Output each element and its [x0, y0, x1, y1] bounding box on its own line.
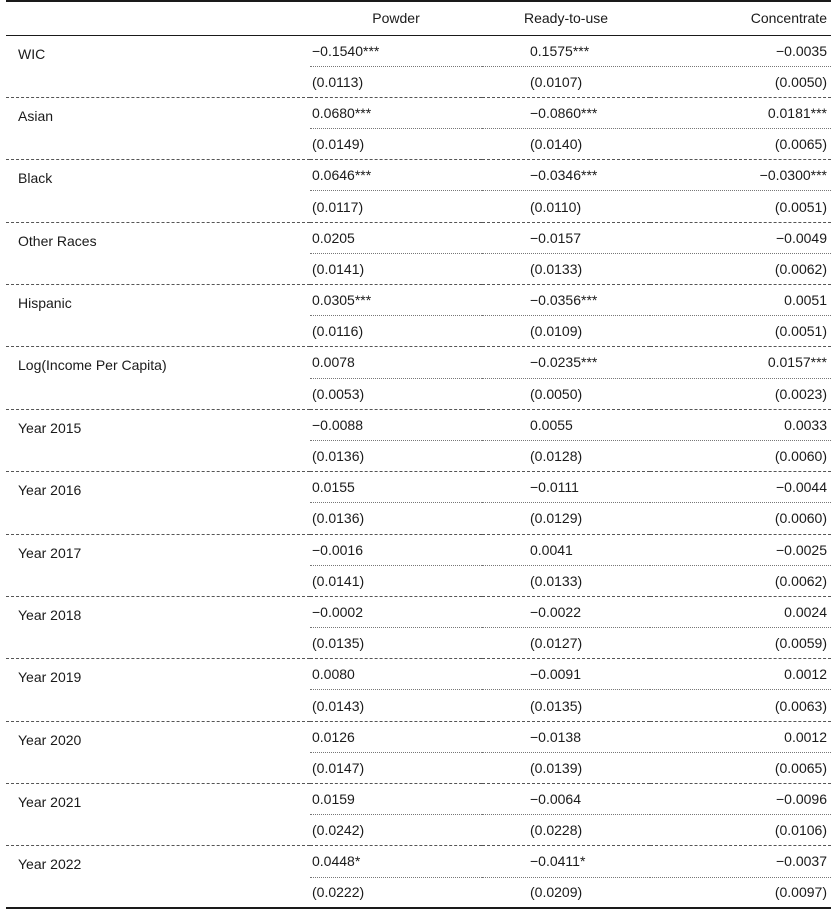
- standard-error-cell: [482, 66, 650, 97]
- standard-error-value: (0.0228): [530, 822, 583, 839]
- standard-error-cell: [310, 378, 482, 409]
- coefficient-row: [6, 721, 831, 752]
- standard-error-cell: [310, 253, 482, 284]
- coefficient-row: [6, 596, 831, 627]
- coefficient-value: −0.0091: [530, 666, 581, 683]
- standard-error-value: (0.0023): [774, 385, 827, 402]
- standard-error-cell: [650, 565, 831, 596]
- standard-error-value: (0.0106): [774, 822, 827, 839]
- coefficient-value: 0.0646***: [312, 167, 372, 184]
- coefficient-cell: [650, 721, 831, 752]
- standard-error-cell: [482, 815, 650, 846]
- variable-label: Log(Income Per Capita): [6, 347, 310, 409]
- standard-error-value: (0.0136): [312, 510, 365, 527]
- coefficient-cell: [482, 222, 650, 253]
- coefficient-value: 0.0033: [784, 416, 827, 433]
- coefficient-value: 0.0159: [312, 791, 355, 808]
- coefficient-row: [6, 347, 831, 378]
- standard-error-cell: [482, 129, 650, 160]
- coefficient-row: [6, 35, 831, 66]
- variable-label: Other Races: [6, 222, 310, 284]
- coefficient-row: [6, 472, 831, 503]
- coefficient-value: −0.1540***: [312, 42, 380, 59]
- coefficient-value: −0.0157: [530, 229, 581, 246]
- standard-error-cell: [482, 877, 650, 908]
- standard-error-cell: [310, 66, 482, 97]
- standard-error-value: (0.0139): [530, 759, 583, 776]
- standard-error-value: (0.0065): [774, 759, 827, 776]
- coefficient-cell: [310, 409, 482, 440]
- standard-error-cell: [482, 378, 650, 409]
- standard-error-value: (0.0117): [312, 198, 364, 215]
- coefficient-cell: [310, 659, 482, 690]
- standard-error-value: (0.0062): [774, 572, 827, 589]
- coefficient-cell: [650, 160, 831, 191]
- variable-label: Hispanic: [6, 285, 310, 347]
- standard-error-value: (0.0209): [530, 884, 583, 901]
- coefficient-value: 0.0012: [784, 728, 827, 745]
- coefficient-value: −0.0022: [530, 603, 581, 620]
- standard-error-cell: [482, 628, 650, 659]
- coefficient-value: 0.0012: [784, 666, 827, 683]
- standard-error-value: (0.0127): [530, 635, 583, 652]
- standard-error-value: (0.0141): [312, 572, 365, 589]
- standard-error-value: (0.0242): [312, 822, 365, 839]
- standard-error-value: (0.0097): [774, 884, 827, 901]
- regression-table: [6, 0, 831, 909]
- variable-label: Asian: [6, 97, 310, 159]
- coefficient-value: 0.0041: [530, 541, 573, 558]
- standard-error-cell: [310, 877, 482, 908]
- coefficient-value: −0.0300***: [759, 167, 827, 184]
- coefficient-value: 0.1575***: [530, 42, 590, 59]
- standard-error-cell: [650, 440, 831, 471]
- standard-error-cell: [310, 815, 482, 846]
- coefficient-cell: [310, 846, 482, 877]
- standard-error-cell: [482, 316, 650, 347]
- standard-error-value: (0.0147): [312, 759, 365, 776]
- standard-error-cell: [650, 690, 831, 721]
- coefficient-cell: [310, 534, 482, 565]
- standard-error-cell: [650, 129, 831, 160]
- coefficient-value: −0.0044: [776, 479, 827, 496]
- standard-error-cell: [650, 877, 831, 908]
- coefficient-value: 0.0051: [784, 292, 827, 309]
- coefficient-value: 0.0024: [784, 603, 827, 620]
- coefficient-value: 0.0078: [312, 354, 355, 371]
- standard-error-value: (0.0107): [530, 73, 583, 90]
- standard-error-cell: [650, 752, 831, 783]
- coefficient-row: [6, 534, 831, 565]
- coefficient-row: [6, 659, 831, 690]
- coefficient-cell: [310, 347, 482, 378]
- standard-error-value: (0.0141): [312, 260, 365, 277]
- standard-error-cell: [482, 752, 650, 783]
- variable-label: Year 2022: [6, 846, 310, 908]
- coefficient-value: −0.0002: [312, 603, 363, 620]
- standard-error-cell: [310, 316, 482, 347]
- variable-label: Year 2019: [6, 659, 310, 721]
- coefficient-row: [6, 784, 831, 815]
- coefficient-cell: [310, 472, 482, 503]
- coefficient-cell: [482, 721, 650, 752]
- header-row: [6, 1, 831, 35]
- standard-error-value: (0.0129): [530, 510, 583, 527]
- coefficient-value: −0.0035: [776, 42, 827, 59]
- standard-error-value: (0.0065): [774, 136, 827, 153]
- coefficient-row: [6, 846, 831, 877]
- variable-label: Year 2017: [6, 534, 310, 596]
- standard-error-value: (0.0109): [530, 323, 583, 340]
- standard-error-value: (0.0050): [530, 385, 583, 402]
- standard-error-cell: [310, 565, 482, 596]
- coefficient-cell: [482, 534, 650, 565]
- coefficient-cell: [310, 784, 482, 815]
- coefficient-row: [6, 285, 831, 316]
- coefficient-cell: [650, 35, 831, 66]
- standard-error-cell: [310, 690, 482, 721]
- coefficient-row: [6, 222, 831, 253]
- coefficient-cell: [650, 534, 831, 565]
- coefficient-value: −0.0037: [776, 853, 827, 870]
- variable-label: Year 2018: [6, 596, 310, 658]
- standard-error-value: (0.0053): [312, 385, 365, 402]
- standard-error-cell: [650, 253, 831, 284]
- coefficient-value: −0.0138: [530, 728, 581, 745]
- standard-error-cell: [310, 440, 482, 471]
- standard-error-value: (0.0051): [774, 198, 827, 215]
- standard-error-value: (0.0136): [312, 448, 365, 465]
- header-variable: [6, 1, 310, 35]
- header-ready-to-use: Ready-to-use: [482, 1, 650, 35]
- coefficient-value: −0.0016: [312, 541, 363, 558]
- standard-error-value: (0.0222): [312, 884, 365, 901]
- coefficient-cell: [650, 596, 831, 627]
- standard-error-cell: [650, 815, 831, 846]
- coefficient-value: −0.0025: [776, 541, 827, 558]
- coefficient-cell: [482, 35, 650, 66]
- standard-error-value: (0.0128): [530, 448, 583, 465]
- coefficient-value: −0.0064: [530, 791, 581, 808]
- coefficient-cell: [310, 97, 482, 128]
- standard-error-cell: [650, 316, 831, 347]
- coefficient-cell: [482, 97, 650, 128]
- coefficient-cell: [650, 285, 831, 316]
- regression-table-container: [6, 0, 831, 909]
- coefficient-value: 0.0126: [312, 728, 355, 745]
- coefficient-value: −0.0096: [776, 791, 827, 808]
- header-concentrate: Concentrate: [650, 1, 831, 35]
- standard-error-value: (0.0059): [774, 635, 827, 652]
- standard-error-cell: [310, 191, 482, 222]
- standard-error-value: (0.0143): [312, 697, 365, 714]
- variable-label: Year 2015: [6, 409, 310, 471]
- coefficient-cell: [482, 285, 650, 316]
- standard-error-value: (0.0113): [312, 73, 364, 90]
- coefficient-value: 0.0448*: [312, 853, 361, 870]
- standard-error-cell: [650, 503, 831, 534]
- coefficient-cell: [310, 285, 482, 316]
- coefficient-cell: [650, 659, 831, 690]
- variable-label: Year 2020: [6, 721, 310, 783]
- standard-error-cell: [482, 565, 650, 596]
- coefficient-value: 0.0181***: [767, 104, 827, 121]
- coefficient-value: 0.0157***: [767, 354, 827, 371]
- standard-error-cell: [310, 503, 482, 534]
- coefficient-value: −0.0346***: [530, 167, 598, 184]
- standard-error-value: (0.0060): [774, 448, 827, 465]
- coefficient-value: −0.0049: [776, 229, 827, 246]
- coefficient-cell: [310, 35, 482, 66]
- coefficient-value: −0.0860***: [530, 104, 598, 121]
- coefficient-value: −0.0111: [530, 479, 579, 496]
- standard-error-value: (0.0135): [312, 635, 365, 652]
- header-powder: Powder: [310, 1, 482, 35]
- coefficient-cell: [482, 784, 650, 815]
- coefficient-cell: [650, 97, 831, 128]
- standard-error-value: (0.0110): [530, 198, 582, 215]
- standard-error-value: (0.0140): [530, 136, 583, 153]
- table-body: [6, 35, 831, 908]
- coefficient-cell: [482, 846, 650, 877]
- table-header: [6, 1, 831, 35]
- standard-error-value: (0.0051): [774, 323, 827, 340]
- standard-error-cell: [650, 66, 831, 97]
- standard-error-value: (0.0133): [530, 260, 583, 277]
- variable-label: Black: [6, 160, 310, 222]
- coefficient-value: 0.0305***: [312, 292, 372, 309]
- standard-error-value: (0.0060): [774, 510, 827, 527]
- coefficient-value: −0.0088: [312, 416, 363, 433]
- standard-error-value: (0.0063): [774, 697, 827, 714]
- coefficient-value: 0.0080: [312, 666, 355, 683]
- variable-label: WIC: [6, 35, 310, 97]
- coefficient-cell: [650, 347, 831, 378]
- coefficient-cell: [650, 409, 831, 440]
- coefficient-cell: [310, 596, 482, 627]
- standard-error-cell: [650, 191, 831, 222]
- standard-error-cell: [482, 253, 650, 284]
- coefficient-cell: [482, 596, 650, 627]
- coefficient-value: 0.0055: [530, 416, 573, 433]
- coefficient-value: 0.0155: [312, 479, 355, 496]
- coefficient-cell: [482, 659, 650, 690]
- variable-label: Year 2016: [6, 472, 310, 534]
- coefficient-cell: [310, 160, 482, 191]
- standard-error-value: (0.0062): [774, 260, 827, 277]
- coefficient-cell: [650, 222, 831, 253]
- coefficient-row: [6, 97, 831, 128]
- standard-error-cell: [482, 503, 650, 534]
- standard-error-value: (0.0135): [530, 697, 583, 714]
- coefficient-cell: [482, 160, 650, 191]
- coefficient-cell: [482, 472, 650, 503]
- standard-error-cell: [650, 628, 831, 659]
- coefficient-cell: [482, 347, 650, 378]
- coefficient-value: 0.0680***: [312, 104, 372, 121]
- standard-error-cell: [310, 129, 482, 160]
- coefficient-row: [6, 160, 831, 191]
- coefficient-cell: [310, 721, 482, 752]
- coefficient-row: [6, 409, 831, 440]
- standard-error-value: (0.0050): [774, 73, 827, 90]
- standard-error-cell: [482, 191, 650, 222]
- coefficient-cell: [650, 784, 831, 815]
- coefficient-cell: [650, 846, 831, 877]
- coefficient-value: 0.0205: [312, 229, 355, 246]
- standard-error-value: (0.0116): [312, 323, 364, 340]
- variable-label: Year 2021: [6, 784, 310, 846]
- standard-error-cell: [482, 440, 650, 471]
- standard-error-cell: [650, 378, 831, 409]
- coefficient-value: −0.0235***: [530, 354, 598, 371]
- coefficient-cell: [650, 472, 831, 503]
- standard-error-value: (0.0149): [312, 136, 365, 153]
- coefficient-value: −0.0411*: [530, 853, 586, 870]
- standard-error-cell: [310, 752, 482, 783]
- standard-error-value: (0.0133): [530, 572, 583, 589]
- coefficient-cell: [482, 409, 650, 440]
- standard-error-cell: [310, 628, 482, 659]
- standard-error-cell: [482, 690, 650, 721]
- coefficient-cell: [310, 222, 482, 253]
- coefficient-value: −0.0356***: [530, 292, 598, 309]
